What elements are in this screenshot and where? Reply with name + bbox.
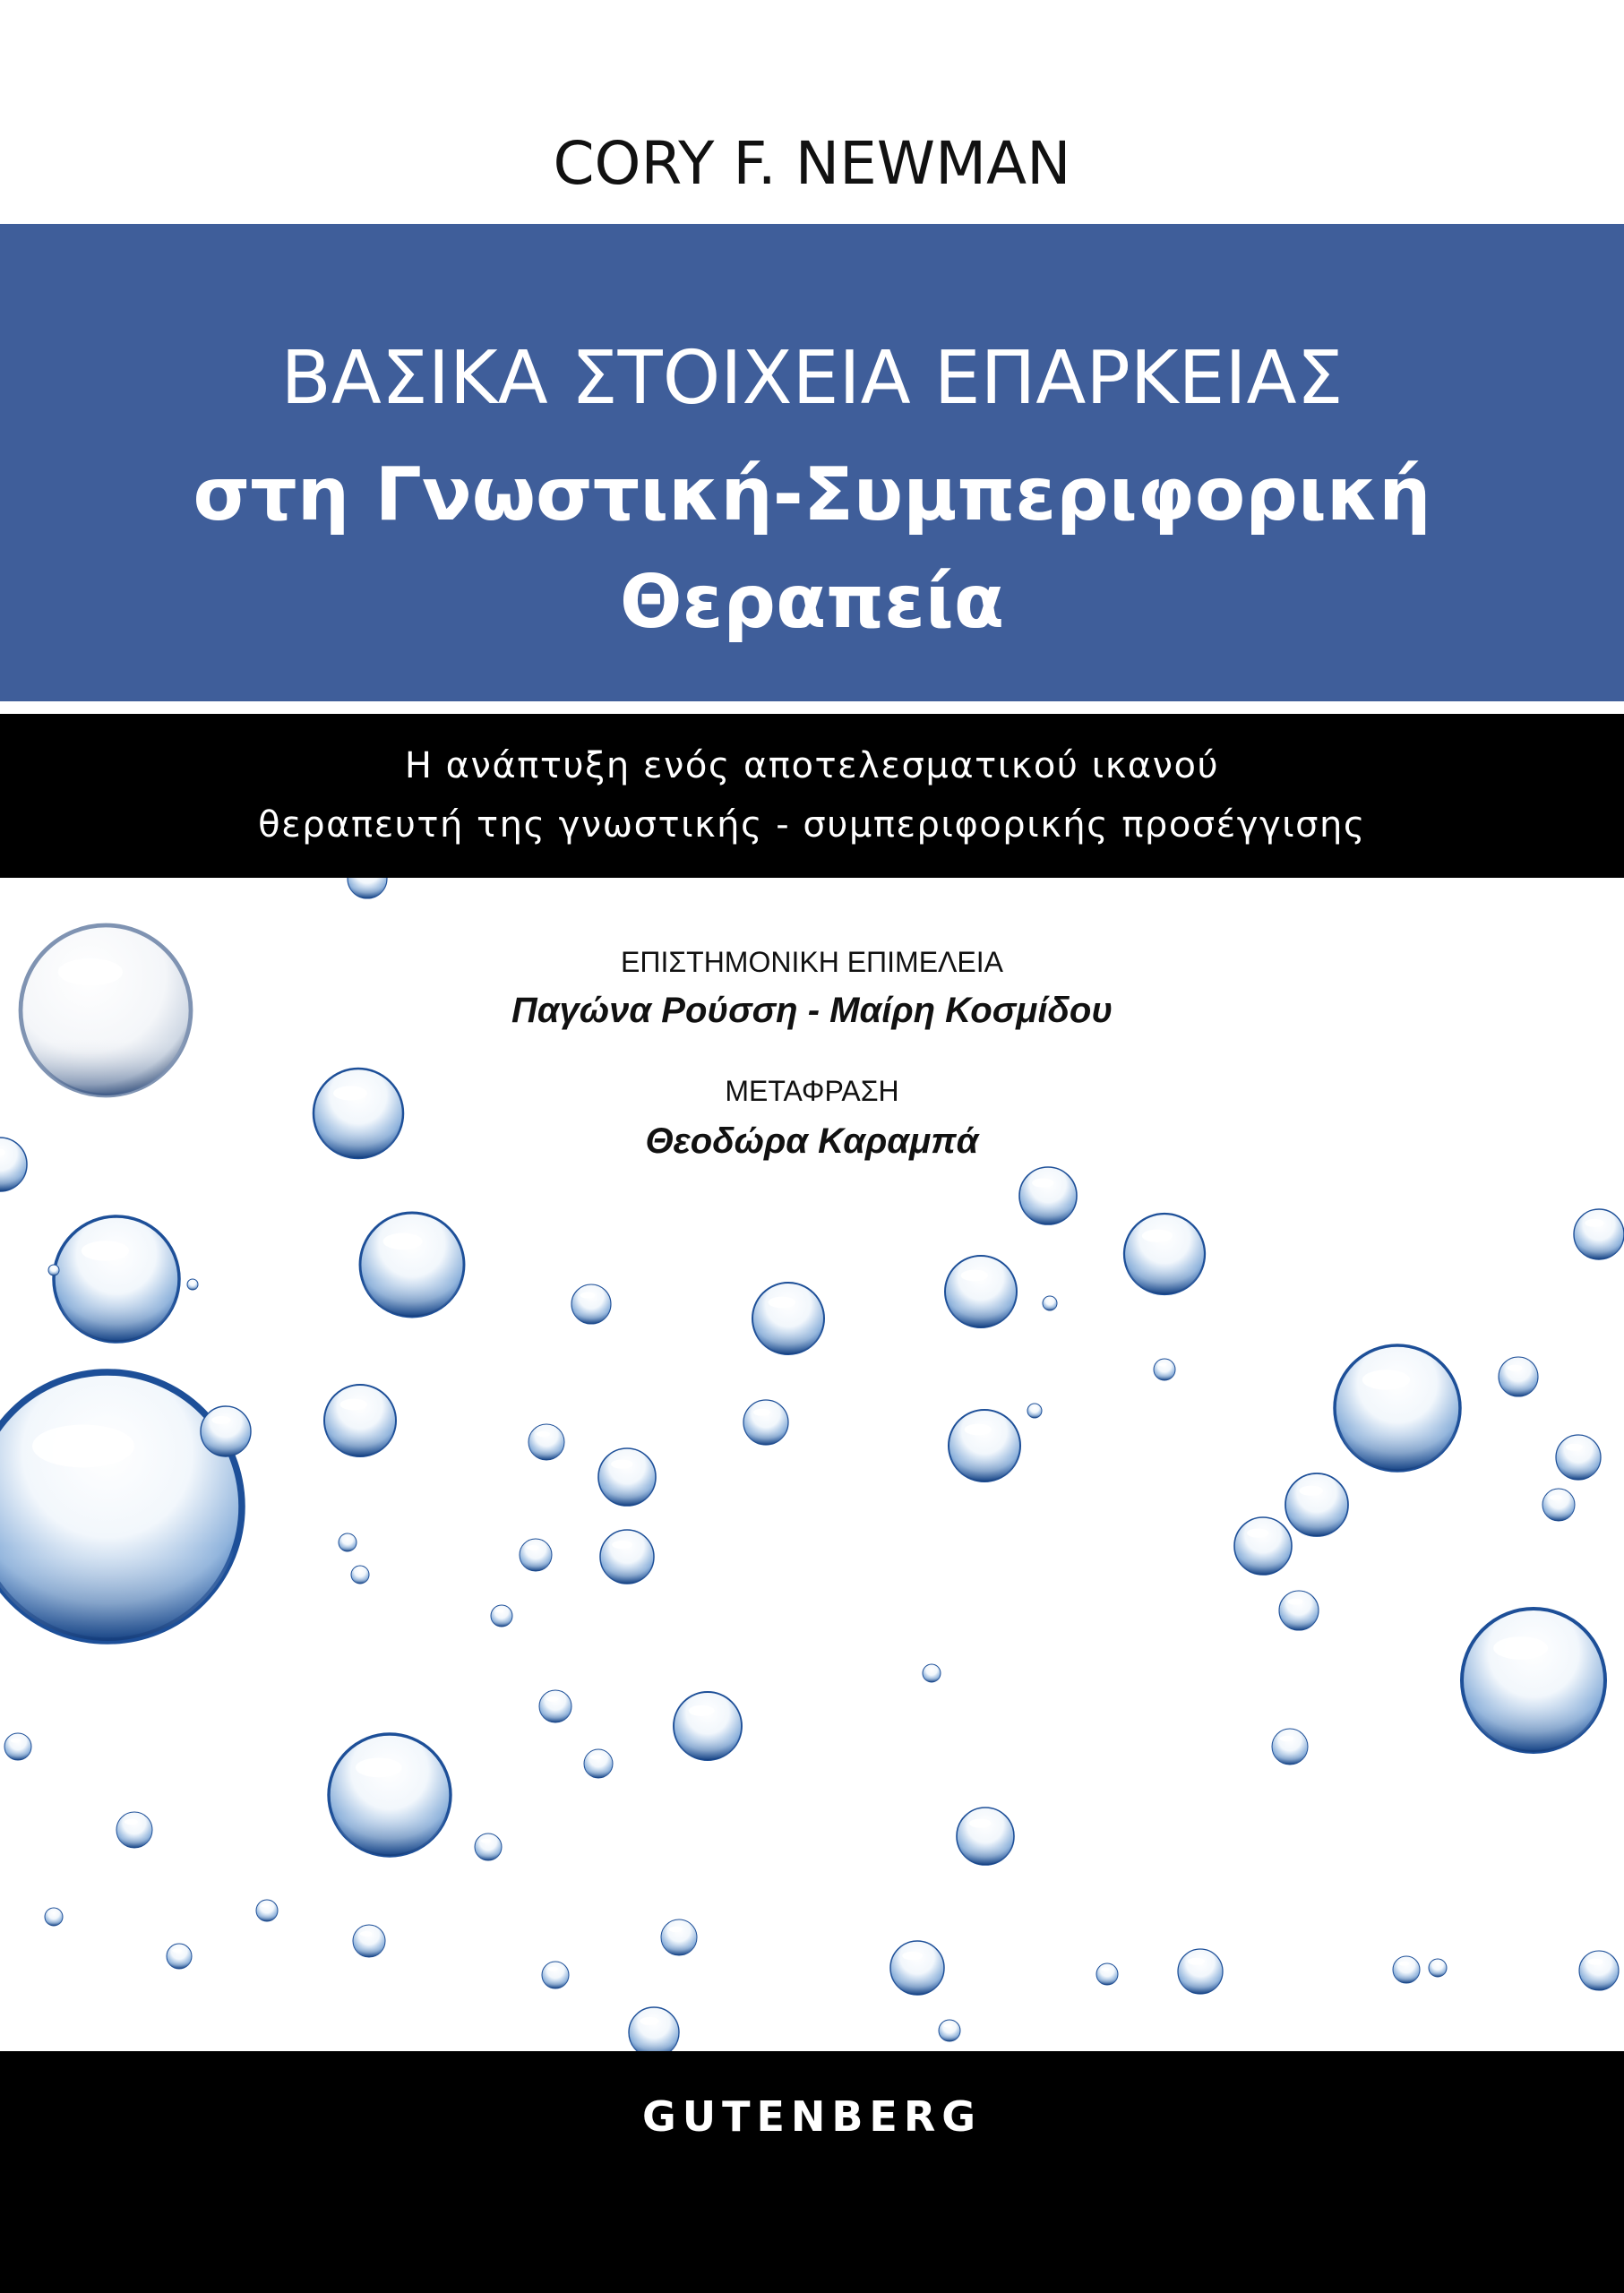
water-drop	[1279, 1591, 1319, 1630]
title-band	[0, 224, 1624, 701]
water-drop	[45, 1908, 63, 1926]
water-drops-illustration	[0, 878, 1624, 2051]
water-drop	[520, 1539, 552, 1571]
water-drop	[1124, 1214, 1205, 1294]
divider	[0, 701, 1624, 714]
water-drop	[48, 1265, 59, 1275]
water-drop	[1043, 1296, 1057, 1310]
water-drop	[351, 1566, 369, 1584]
author-band	[0, 0, 1624, 224]
water-drop	[539, 1690, 571, 1722]
water-drop	[1542, 1489, 1575, 1521]
water-drop	[324, 1385, 396, 1456]
water-drop	[600, 1530, 654, 1584]
water-drop	[528, 1424, 564, 1460]
water-drop	[360, 1213, 464, 1317]
water-drop	[1154, 1359, 1175, 1380]
editing-role: ΕΠΙΣΤΗΜΟΝΙΚΗ ΕΠΙΜΕΛΕΙΑ	[621, 946, 1003, 978]
water-drop	[1499, 1357, 1538, 1396]
water-drop	[201, 1406, 251, 1456]
water-drop	[187, 1279, 198, 1290]
publisher-name: GUTENBERG	[641, 2092, 983, 2141]
water-drop	[752, 1283, 824, 1354]
water-drop	[1272, 1729, 1308, 1765]
water-drop	[1335, 1345, 1460, 1471]
water-drop	[167, 1944, 192, 1969]
subtitle-band	[0, 714, 1624, 878]
water-drop	[1285, 1473, 1348, 1536]
water-drop	[598, 1448, 656, 1506]
water-drop	[629, 2007, 679, 2051]
water-drop	[475, 1834, 502, 1860]
water-drop	[674, 1692, 742, 1760]
water-drop	[945, 1256, 1017, 1327]
water-drop	[1556, 1435, 1601, 1480]
water-drop	[939, 2020, 960, 2041]
water-drop	[1178, 1949, 1223, 1994]
water-drop	[1429, 1959, 1447, 1977]
title-line-1: ΒΑΣΙΚΑ ΣΤΟΙΧΕΙΑ ΕΠΑΡΚΕΙΑΣ	[280, 336, 1344, 421]
title-line-3: Θεραπεία	[619, 560, 1005, 645]
water-drop	[339, 1533, 357, 1551]
water-drop	[54, 1216, 179, 1342]
water-drop	[661, 1919, 697, 1955]
water-drop	[571, 1284, 611, 1324]
translation-role: ΜΕΤΑΦΡΑΣΗ	[725, 1075, 899, 1107]
water-drop	[348, 878, 387, 898]
water-drop	[1393, 1956, 1420, 1983]
water-drop	[1579, 1951, 1619, 1990]
editing-names: Παγώνα Ρούσση - Μαίρη Κοσμίδου	[511, 991, 1113, 1030]
water-drop	[1574, 1209, 1624, 1259]
water-drop	[542, 1962, 569, 1988]
water-drop	[353, 1925, 385, 1957]
water-drop	[491, 1605, 512, 1627]
water-drop	[957, 1808, 1014, 1865]
translator-name: Θεοδώρα Καραμπά	[645, 1121, 979, 1161]
water-drop	[1462, 1609, 1605, 1752]
title-line-2: στη Γνωστική-Συμπεριφορική	[193, 452, 1431, 537]
water-drop	[949, 1410, 1020, 1481]
water-drop	[116, 1812, 152, 1848]
water-drop	[329, 1734, 451, 1856]
water-drop	[4, 1733, 31, 1760]
subtitle-line-2: θεραπευτή της γνωστικής - συμπεριφορικής προσέγγισης	[258, 804, 1366, 846]
water-drop	[584, 1749, 613, 1778]
publisher-band	[0, 2051, 1624, 2293]
water-drop	[743, 1400, 788, 1445]
water-drop	[923, 1664, 941, 1682]
water-drop	[890, 1941, 944, 1995]
water-drop	[1019, 1167, 1077, 1224]
author-name: CORY F. NEWMAN	[553, 129, 1071, 198]
water-drop	[1027, 1404, 1042, 1418]
water-drop	[1096, 1963, 1118, 1985]
water-drop	[0, 1372, 242, 1641]
water-drop	[256, 1900, 278, 1921]
subtitle-line-1: Η ανάπτυξη ενός αποτελεσματικού ικανού	[404, 745, 1220, 786]
water-drop	[1234, 1517, 1292, 1575]
